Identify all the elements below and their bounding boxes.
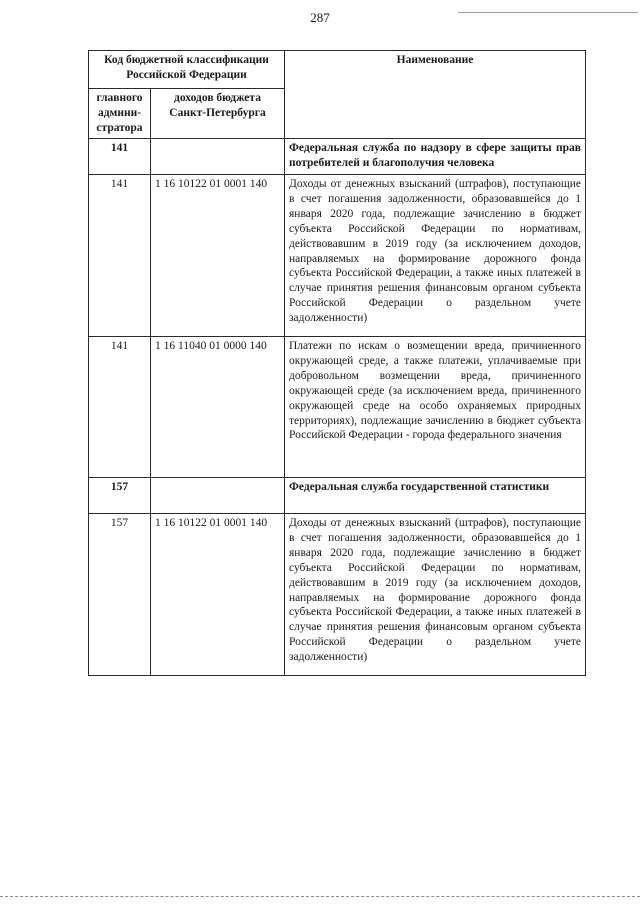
table-row xyxy=(89,513,586,675)
admin-code: 141 xyxy=(89,138,151,174)
header-budget-income: доходов бюджета Санкт-Петербурга xyxy=(151,89,285,139)
header-main-admin: главного админи-стратора xyxy=(89,89,151,139)
admin-code: 157 xyxy=(89,513,151,675)
income-code: 1 16 10122 01 0001 140 xyxy=(151,513,285,675)
table-row xyxy=(89,477,586,513)
scan-line-top xyxy=(458,12,638,13)
table-header-row xyxy=(89,51,586,89)
header-name: Наименование xyxy=(285,51,586,139)
income-code: 1 16 10122 01 0001 140 xyxy=(151,174,285,336)
budget-classification-table xyxy=(88,50,586,676)
admin-code: 141 xyxy=(89,174,151,336)
income-code xyxy=(151,477,285,513)
income-code xyxy=(151,138,285,174)
income-name: Доходы от денежных взысканий (штрафов), поступающие в счет погашения задолженности, образовавшейся до 1 января 2020 года, подлежащие зачислению в бюджет субъекта Российской Федерации по нормативам, действовавшим в 2019 году (за исключением доходов, направляемых на формирование дорожного фонда субъекта Российской Федерации, а также иных платежей в случае принятия решения финансовым органом субъекта Российской Федерации о раздельном учете задолженности) xyxy=(285,174,586,336)
header-classification: Код бюджетной классификации Российской Федерации xyxy=(89,51,285,89)
income-name: Доходы от денежных взысканий (штрафов), поступающие в счет погашения задолженности, образовавшейся до 1 января 2020 года, подлежащие зачислению в бюджет субъекта Российской Федерации по нормативам, действовавшим в 2019 году (за исключением доходов, направляемых на формирование дорожного фонда субъекта Российской Федерации, а также иных платежей в случае принятия решения финансовым органом субъекта Российской Федерации о раздельном учете задолженности) xyxy=(285,513,586,675)
table-row xyxy=(89,174,586,336)
admin-code: 141 xyxy=(89,336,151,477)
income-name: Платежи по искам о возмещении вреда, причиненного окружающей среде, а также платежи, уплачиваемые при добровольном возмещении вреда, причиненного окружающей среде (за исключением вреда, причиненного окружающей среде на особо охраняемых природных территориях), подлежащие зачислению в бюджет субъекта Российской Федерации - города федерального значения xyxy=(285,336,586,477)
table-row xyxy=(89,336,586,477)
table-row xyxy=(89,138,586,174)
admin-code: 157 xyxy=(89,477,151,513)
income-name: Федеральная служба государственной статистики xyxy=(285,477,586,513)
income-name: Федеральная служба по надзору в сфере защиты прав потребителей и благополучия человека xyxy=(285,138,586,174)
scan-line-bottom xyxy=(0,896,640,897)
page-number: 287 xyxy=(310,10,330,25)
income-code: 1 16 11040 01 0000 140 xyxy=(151,336,285,477)
